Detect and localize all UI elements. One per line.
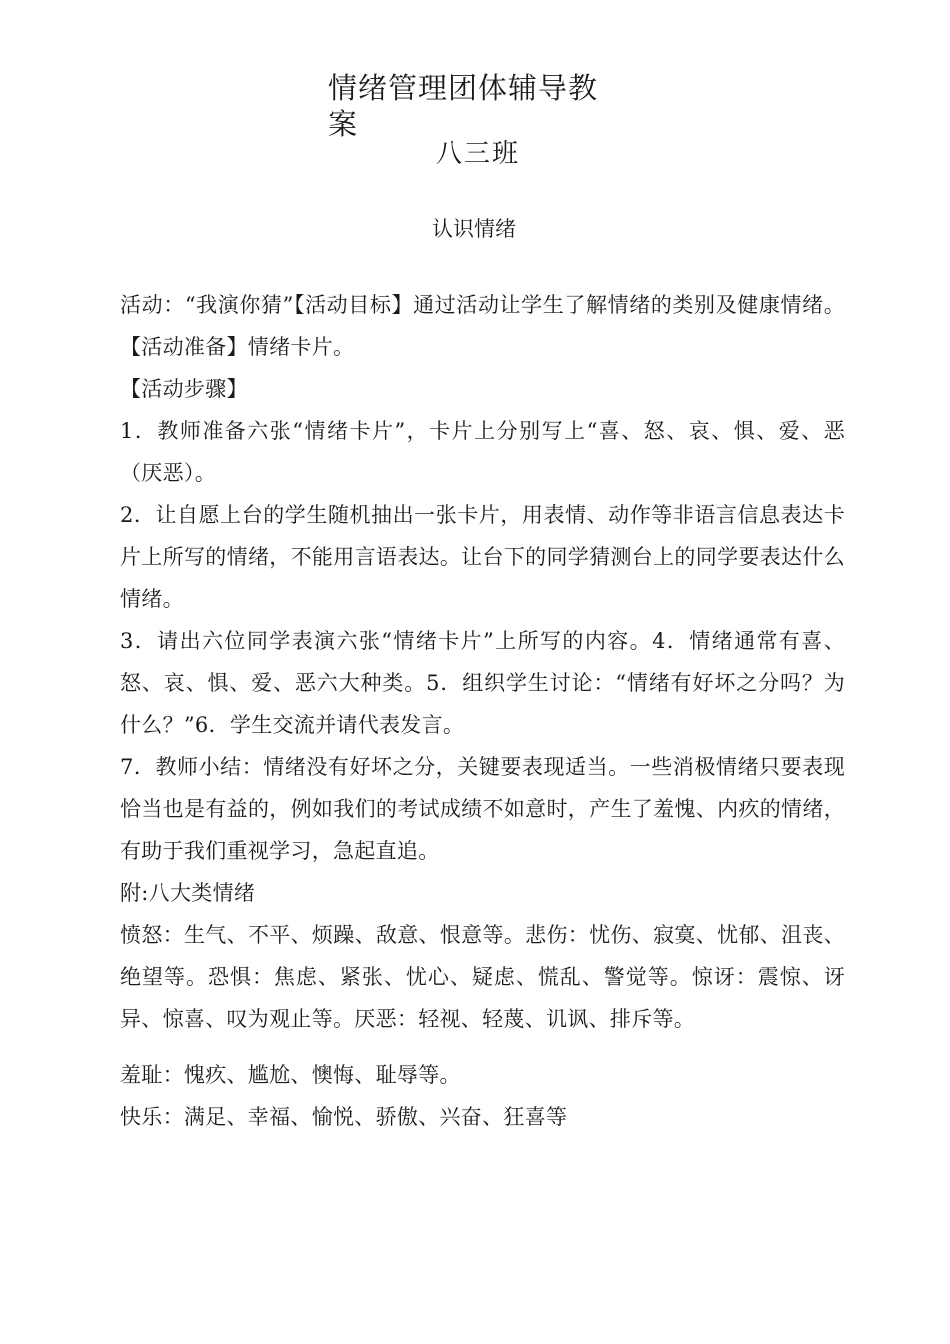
document-body	[120, 284, 845, 1138]
paragraph-shame: 羞耻：愧疚、尴尬、懊悔、耻辱等。	[120, 1063, 461, 1087]
paragraph-steps-heading: 【活动步骤】	[120, 377, 248, 401]
paragraph-activity-intro: 活动：“我演你猜”【活动目标】通过活动让学生了解情绪的类别及健康情绪。【活动准备】情绪卡片。	[120, 293, 845, 359]
section-heading: 认识情绪	[432, 217, 516, 241]
paragraph-step-7: 7．教师小结：情绪没有好坏之分，关键要表现适当。一些消极情绪只要表现恰当也是有益的，例如我们的考试成绩不如意时，产生了羞愧、内疚的情绪，有助于我们重视学习，急起直追。	[120, 755, 845, 863]
paragraph-appendix-heading: 附:八大类情绪	[120, 881, 256, 905]
paragraph-step-1: 1．教师准备六张“情绪卡片”，卡片上分别写上“喜、怒、哀、惧、爱、恶（厌恶）。	[120, 419, 845, 485]
paragraph-gap	[120, 1040, 845, 1054]
class-name: 八三班	[436, 139, 521, 169]
paragraph-steps-3-6: 3．请出六位同学表演六张“情绪卡片”上所写的内容。4．情绪通常有喜、怒、哀、惧、爱、恶六大种类。5．组织学生讨论：“情绪有好坏之分吗？为什么？”6．学生交流并请代表发言。	[120, 629, 845, 737]
paragraph-step-2: 2．让自愿上台的学生随机抽出一张卡片，用表情、动作等非语言信息表达卡片上所写的情绪，不能用言语表达。让台下的同学猜测台上的同学要表达什么情绪。	[120, 503, 845, 611]
paragraph-joy: 快乐：满足、幸福、愉悦、骄傲、兴奋、狂喜等	[120, 1105, 568, 1129]
document-title: 情绪管理团体辅导教案	[328, 71, 599, 141]
paragraph-emotion-categories: 愤怒：生气、不平、烦躁、敌意、恨意等。悲伤：忧伤、寂寞、忧郁、沮丧、绝望等。恐惧：焦虑、紧张、忧心、疑虑、慌乱、警觉等。惊讶：震惊、讶异、惊喜、叹为观止等。厌恶：轻视、轻蔑、讥讽、排斥等。	[120, 923, 845, 1031]
